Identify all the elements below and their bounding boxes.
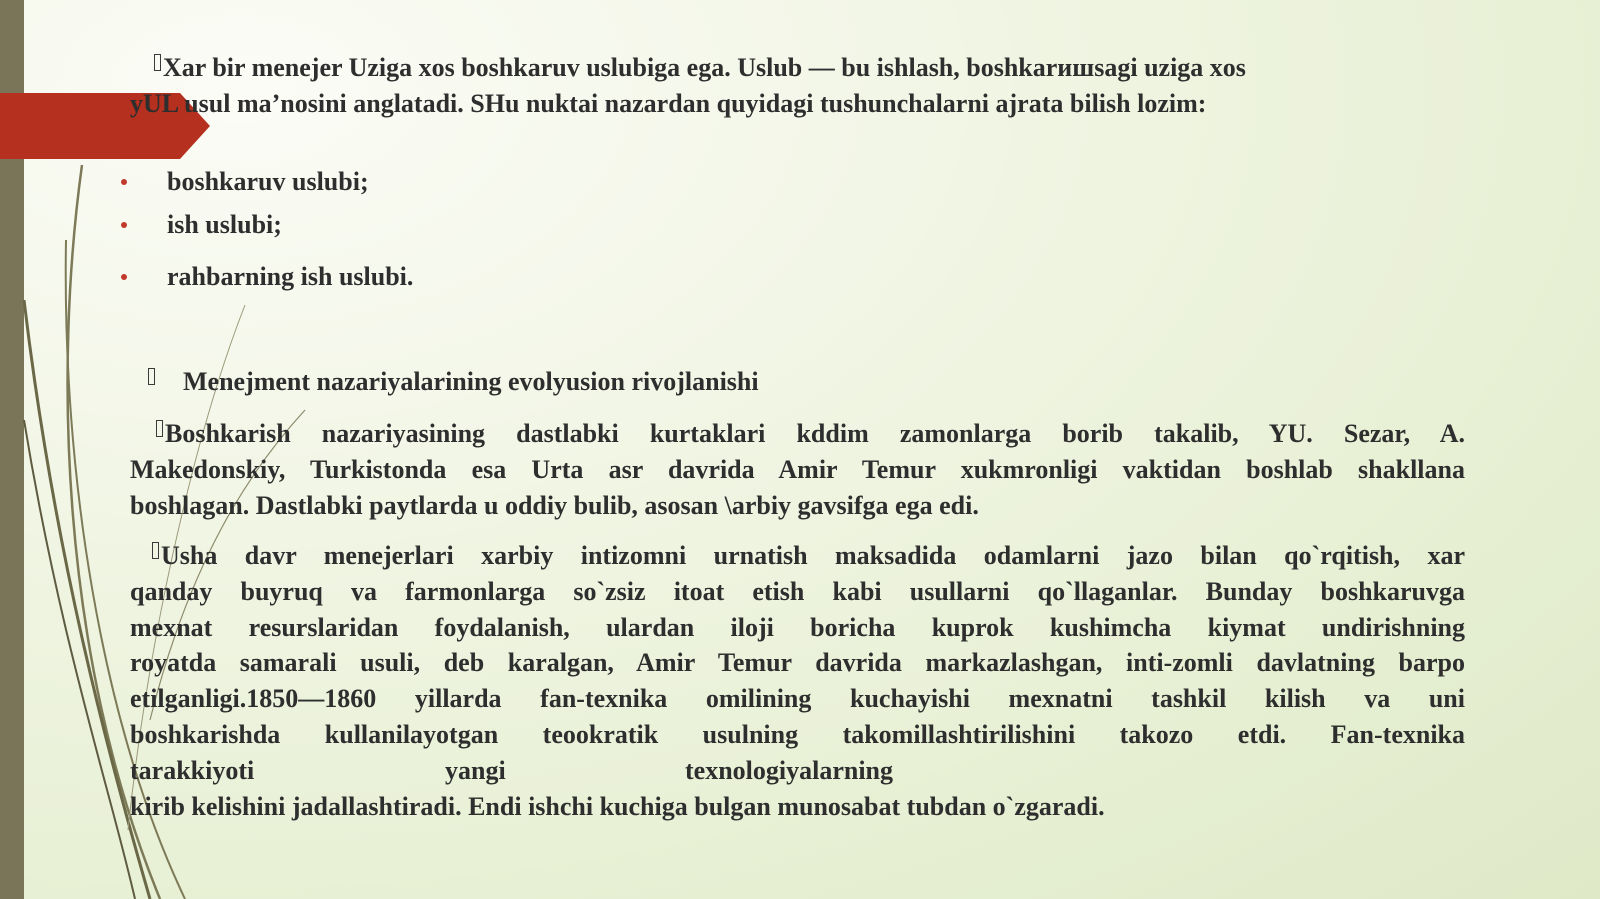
military-line-2: qanday buyruq va farmonlarga so`zsiz itoat etish kabi usullarni qo`llaganlar. Bunday boshkaruvga — [130, 576, 1465, 606]
bullet-dot-icon — [121, 179, 127, 185]
military-line-1: Usha davr menejerlari xarbiy intizomni urnatish maksadida odamlarni jazo bilan qo`rqitish, xar — [130, 538, 1465, 574]
military-line-7: tarakkiyoti yangi texnologiyalarning — [130, 755, 894, 785]
missing-glyph-icon — [148, 368, 155, 385]
list-item: rahbarning ish uslubi. — [118, 262, 413, 292]
intro-line-1: Xar bir menejer Uziga xos boshkaruv uslubiga ega. Uslub — bu ishlash, boshkarишsagi uziga xos — [130, 50, 1420, 86]
history-line-3: boshlagan. Dastlabki paytlarda u oddiy bulib, asosan \arbiy gavsifga ega edi. — [130, 490, 979, 520]
history-line-1: Boshkarish nazariyasining dastlabki kurtaklari kddim zamonlarga borib takalib, YU. Sezar, A. — [130, 416, 1465, 452]
section-heading: Menejment nazariyalarining evolyusion rivojlanishi — [148, 366, 759, 398]
bullet-dot-icon — [121, 222, 127, 228]
history-paragraph — [130, 416, 1465, 523]
list-item: ish uslubi; — [118, 210, 413, 240]
missing-glyph-icon — [154, 54, 161, 71]
military-line-4: royatda samarali usuli, deb karalgan, Amir Temur davrida markazlashgan, inti-zomli davlatning barpo — [130, 648, 1465, 678]
intro-line-2: yUL usul ma’nosini anglatadi. SHu nuktai nazardan quyidagi tushunchalarni ajrata bilish lozim: — [130, 88, 1207, 118]
list-item: boshkaruv uslubi; — [118, 167, 413, 197]
military-paragraph — [130, 538, 1465, 824]
missing-glyph-icon — [152, 542, 159, 559]
military-line-5: etilganligi.1850—1860 yillarda fan-texnika omilining kuchayishi mexnatni tashkil kilish va uni — [130, 684, 1465, 714]
military-line-8: kirib kelishini jadallashtiradi. Endi ishchi kuchiga bulgan munosabat tubdan o`zgaradi. — [130, 791, 1105, 821]
bullet-dot-icon — [121, 274, 127, 280]
military-line-3: mexnat resurslaridan foydalanish, ulardan iloji boricha kuprok kushimcha kiymat undirishning — [130, 612, 1465, 642]
military-line-6: boshkarishda kullanilayotgan teookratik usulning takomillashtirilishini takozo etdi. Fan-texnika — [130, 719, 1465, 749]
intro-paragraph — [130, 50, 1420, 122]
missing-glyph-icon — [156, 420, 163, 437]
bullet-list — [118, 167, 413, 292]
history-line-2: Makedonskiy, Turkistonda esa Urta asr davrida Amir Temur xukmronligi vaktidan boshlab shakllana — [130, 454, 1465, 484]
